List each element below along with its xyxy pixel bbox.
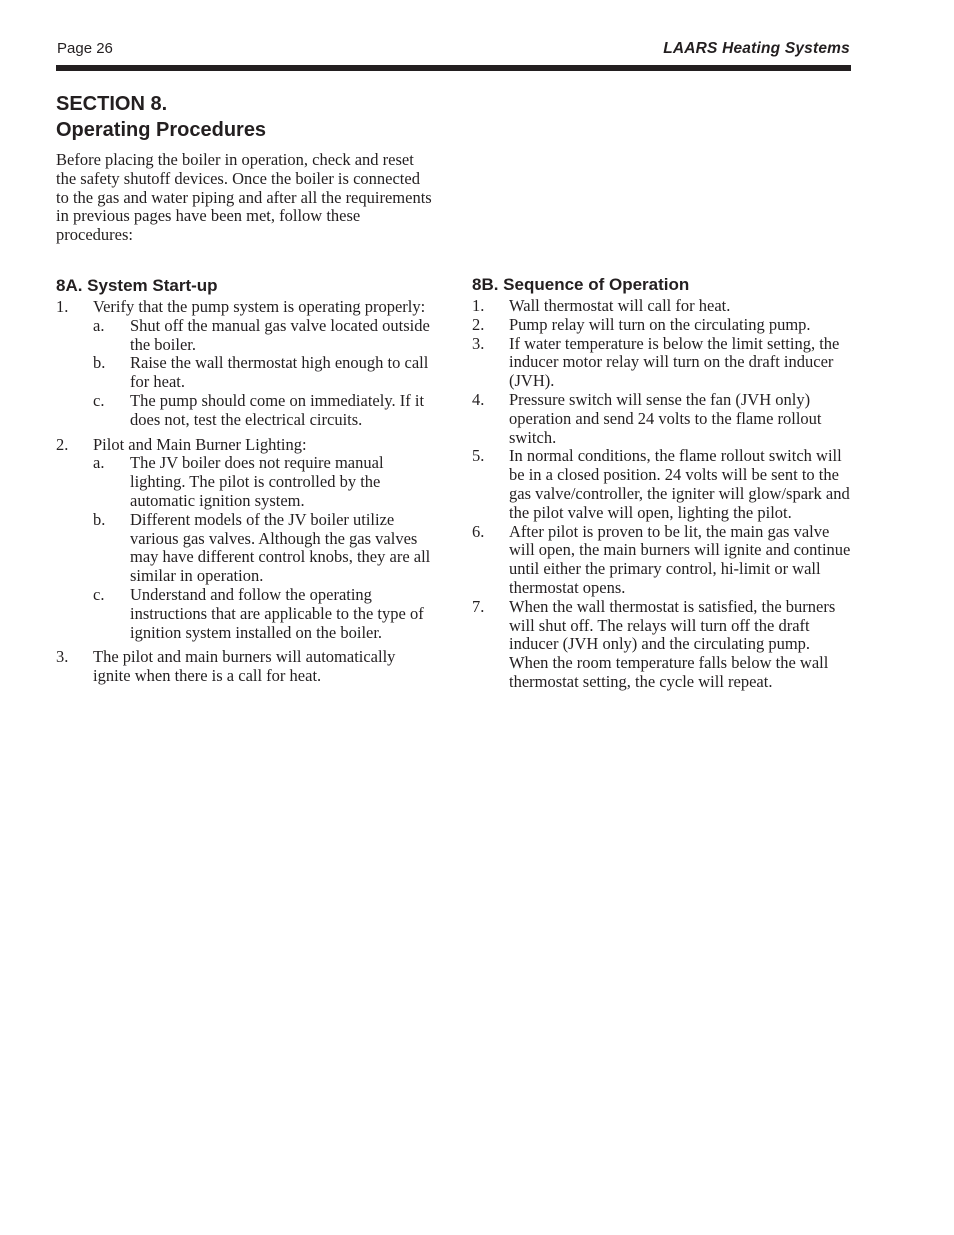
sub-list-marker: c.	[93, 390, 105, 410]
list-text: Verify that the pump system is operating properly:	[93, 297, 426, 316]
list-text: The pilot and main burners will automatically ignite when there is a call for heat.	[93, 647, 396, 686]
list-text: In normal conditions, the flame rollout switch will be in a closed position. 24 volts will be sent to the gas valve/controller, the igniter will glow/spark and the pilot valve will open, lighting the pilot.	[509, 446, 850, 522]
section-number: SECTION 8.	[56, 93, 168, 115]
sub-list-marker: b.	[93, 509, 106, 529]
list-item	[472, 335, 852, 391]
startup-heading: 8A. System Start-up	[56, 276, 218, 295]
sub-list-item	[56, 317, 436, 355]
startup-column	[56, 276, 436, 686]
list-marker: 5.	[472, 446, 485, 466]
sub-list-marker: a.	[93, 453, 105, 473]
list-marker: 7.	[472, 596, 485, 616]
header-rule	[56, 65, 851, 71]
sub-list-text: Different models of the JV boiler utilize various gas valves. Although the gas valves may have different control knobs, they are all similar in operation.	[130, 509, 431, 586]
list-item	[56, 298, 436, 317]
list-item	[56, 436, 436, 455]
section-title: Operating Procedures	[56, 119, 267, 141]
intro-paragraph: Before placing the boiler in operation, check and reset the safety shutoff devices. Once the boiler is connected to the gas and water piping and after all the requirements in previous pages have been met, follow these procedures:	[56, 150, 432, 245]
sub-list-marker: b.	[93, 353, 106, 373]
list-item	[472, 523, 852, 598]
sub-list-marker: c.	[93, 584, 105, 604]
list-item	[472, 297, 852, 316]
sub-list-text: Understand and follow the operating instructions that are applicable to the type of ignition system installed on the boiler.	[130, 584, 424, 642]
list-marker: 3.	[56, 647, 69, 667]
list-marker: 1.	[56, 297, 69, 316]
page-number: Page 26	[57, 40, 113, 57]
list-marker: 6.	[472, 521, 485, 541]
list-text: Wall thermostat will call for heat.	[509, 296, 731, 315]
list-marker: 2.	[472, 314, 485, 334]
brand-header: LAARS Heating Systems	[663, 40, 850, 57]
sequence-heading: 8B. Sequence of Operation	[472, 275, 690, 294]
sequence-column	[472, 275, 852, 692]
sub-list-text: Shut off the manual gas valve located outside the boiler.	[130, 315, 430, 354]
list-item	[472, 316, 852, 335]
sub-list-item	[56, 586, 436, 642]
list-item	[472, 391, 852, 447]
sub-list-text: The JV boiler does not require manual lighting. The pilot is controlled by the automatic ignition system.	[130, 453, 384, 510]
list-marker: 2.	[56, 434, 69, 454]
sub-list-text: The pump should come on immediately. If it does not, test the electrical circuits.	[130, 390, 425, 429]
list-item	[472, 447, 852, 522]
sub-list-text: Raise the wall thermostat high enough to call for heat.	[130, 353, 429, 392]
list-text: If water temperature is below the limit setting, the inducer motor relay will turn on the draft inducer (JVH).	[509, 333, 840, 391]
list-marker: 3.	[472, 333, 485, 353]
sub-list-item	[56, 354, 436, 392]
list-text: When the wall thermostat is satisfied, the burners will shut off. The relays will turn off the draft inducer (JVH only) and the circulating pump. When the room temperature falls below the wall thermostat setting, the cycle will repeat.	[509, 596, 836, 691]
sub-list-item	[56, 392, 436, 430]
list-text: Pump relay will turn on the circulating pump.	[509, 314, 811, 334]
list-text: Pressure switch will sense the fan (JVH only) operation and send 24 volts to the flame rollout switch.	[509, 389, 822, 447]
list-item	[56, 648, 436, 686]
sub-list-item	[56, 511, 436, 586]
sub-list-marker: a.	[93, 315, 105, 335]
list-marker: 1.	[472, 296, 485, 315]
sub-list-item	[56, 454, 436, 510]
list-text: Pilot and Main Burner Lighting:	[93, 434, 307, 454]
list-marker: 4.	[472, 389, 485, 409]
list-text: After pilot is proven to be lit, the main gas valve will open, the main burners will ignite and continue until either the primary control, hi-limit or wall thermostat opens.	[509, 521, 851, 597]
list-item	[472, 598, 852, 692]
